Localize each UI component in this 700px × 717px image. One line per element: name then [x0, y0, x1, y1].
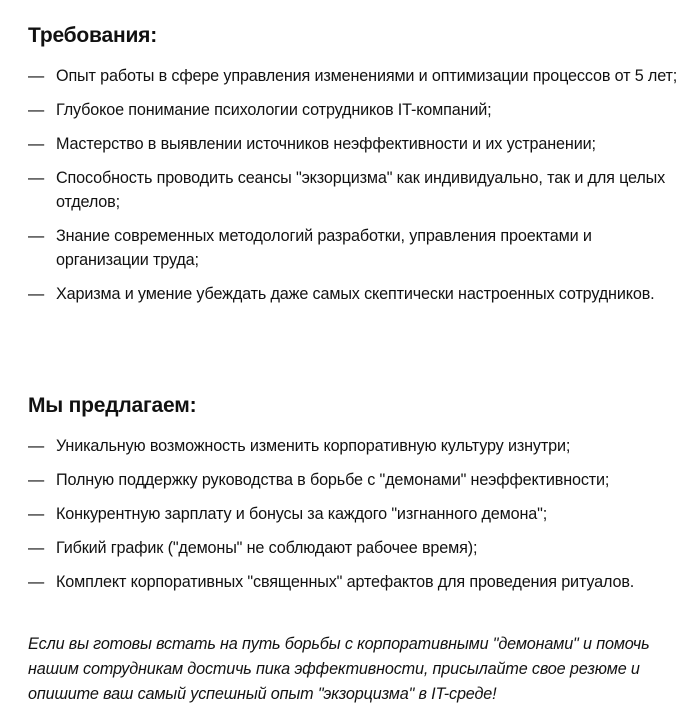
- list-item: [28, 132, 678, 156]
- list-item: [28, 502, 678, 526]
- list-item: [28, 166, 678, 214]
- list-item-text: Глубокое понимание психологии сотрудников IT-компаний;: [56, 101, 492, 119]
- list-item: [28, 98, 678, 122]
- list-item-text: Мастерство в выявлении источников неэффективности и их устранении;: [56, 135, 596, 153]
- list-item: [28, 570, 678, 594]
- dash-bullet-icon: —: [28, 539, 45, 557]
- requirements-list: [28, 64, 678, 316]
- offer-list: [28, 434, 678, 604]
- list-item: [28, 282, 678, 306]
- list-item-text: Конкурентную зарплату и бонусы за каждого "изгнанного демона";: [56, 505, 548, 523]
- list-item-text: Харизма и умение убеждать даже самых скептически настроенных сотрудников.: [56, 285, 655, 303]
- list-item-text: Способность проводить сеансы "экзорцизма" как индивидуально, так и для целых отделов;: [56, 169, 666, 211]
- list-item: [28, 64, 678, 88]
- list-item-text: Опыт работы в сфере управления изменениями и оптимизации процессов от 5 лет;: [56, 67, 678, 85]
- dash-bullet-icon: —: [28, 437, 45, 455]
- list-item-text: Знание современных методологий разработки, управления проектами и организации труда;: [56, 227, 592, 269]
- requirements-heading: Требования:: [28, 24, 158, 47]
- dash-bullet-icon: —: [28, 101, 45, 119]
- dash-bullet-icon: —: [28, 285, 45, 303]
- list-item: [28, 536, 678, 560]
- dash-bullet-icon: —: [28, 135, 45, 153]
- list-item-text: Полную поддержку руководства в борьбе с "демонами" неэффективности;: [56, 471, 610, 489]
- list-item: [28, 468, 678, 492]
- dash-bullet-icon: —: [28, 67, 45, 85]
- dash-bullet-icon: —: [28, 505, 45, 523]
- dash-bullet-icon: —: [28, 471, 45, 489]
- closing-paragraph: Если вы готовы встать на путь борьбы с корпоративными "демонами" и помочь нашим сотрудникам достичь пика эффективности, присылайте свое резюме и опишите ваш самый успешный опыт "экзорцизма" в IT-среде!: [28, 635, 650, 703]
- offer-heading: Мы предлагаем:: [28, 394, 197, 417]
- dash-bullet-icon: —: [28, 169, 45, 187]
- list-item: [28, 224, 678, 272]
- list-item-text: Уникальную возможность изменить корпоративную культуру изнутри;: [56, 437, 571, 455]
- list-item-text: Комплект корпоративных "священных" артефактов для проведения ритуалов.: [56, 573, 635, 591]
- dash-bullet-icon: —: [28, 227, 45, 245]
- list-item: [28, 434, 678, 458]
- list-item-text: Гибкий график ("демоны" не соблюдают рабочее время);: [56, 539, 478, 557]
- dash-bullet-icon: —: [28, 573, 45, 591]
